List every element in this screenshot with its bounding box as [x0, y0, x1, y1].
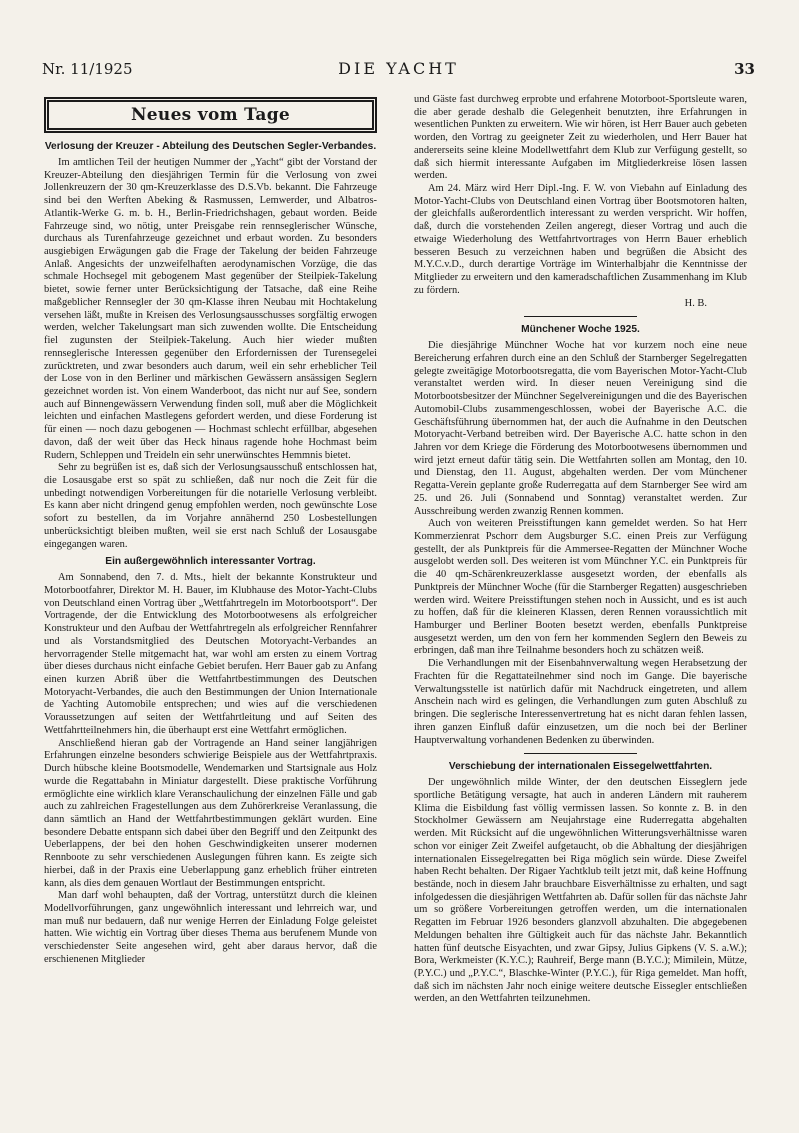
article-heading-verlosung: Verlosung der Kreuzer - Abteilung des Deutschen Segler-Verbandes. [44, 141, 377, 152]
article-paragraph: Am 24. März wird Herr Dipl.-Ing. F. W. von Viebahn auf Einladung des Motor-Yacht-Clubs von Deutschland einen Vortrag über Bootsmotoren halten, der gleichfalls außerordentlich interessant zu werden verspricht. Wir hoffen, daß, durch die vorstehenden Zeilen angeregt, dieser Vortrag und auch die etwaige Wiederholung des Wettfahrtvortrages von Herrn Bauer erheblich besseren Besuch zu verzeichnen haben und begrüßen die Absicht des M.Y.C.v.D., durch derartige Vorträge im Winterhalbjahr die Kenntnisse der Mitglieder zu erweitern und den kameradschaftlichen Zusammenhang im Klub zu fördern. [414, 183, 747, 296]
article-heading-eissegel: Verschiebung der internationalen Eissegelwettfahrten. [448, 761, 713, 773]
page-header [42, 60, 755, 80]
article-paragraph: Anschließend hieran gab der Vortragende an Hand seiner langjährigen Erfahrungen einzelne besonders schwierige Beispiele aus der Wettfahrtpraxis. Durch hübsche kleine Bootsmodelle, Wendemarken und Startsignale aus Holz wurde die Regattabahn in Miniatur dargestellt. Diese praktische Vorführung ermöglichte eine wirklich klare Veranschaulichung der einzelnen Fälle und gab auch zu zahlreichen Fragestellungen aus dem Zuhörerkreise Veranlassung, die dann sämtlich an Hand der Wettfahrtbestimmungen geklärt wurden. Eine besondere Debatte entspann sich dabei über den Begriff und den Zeitpunkt des Ueberlappens, der bei den hohen Geschwindigkeiten unserer modernen Rennboote zu sehr verschiedenen Auslegungen führen kann. Es zeigte sich hierbei, daß in der Praxis eine Ueberlappung ganz erheblich früher eintreten kann, als dies dem genauen Wortlaut der Bestimmungen entspricht. [44, 737, 377, 889]
article-paragraph: Man darf wohl behaupten, daß der Vortrag, unterstützt durch die kleinen Modellvorführungen, ganz ungewöhnlich interessant und lehrreich war, und man muß nur bedauern, daß nur wenige Herren der Einladung Folge geleistet hatten. Wie wichtig ein Vortrag über dieses Thema aus berufenem Munde von verschiedenster Seite angesehen wird, geht aber daraus hervor, daß die erschienenen Mitglieder [44, 890, 377, 965]
article-paragraph: Sehr zu begrüßen ist es, daß sich der Verlosungsausschuß entschlossen hat, die Losausgabe erst so spät zu schließen, daß nur noch die Zeit für die unbedingt notwendigen Vorbereitungen für die notarielle Verlosung verbleibt. Es kann aber nicht dringend genug empfohlen werden, noch gewünschte Lose sofort zu bestellen, da im Vorjahre annähernd 250 Losbestellungen unberücksichtigt bleiben mußten, weil sie erst nach Schluß der Losausgabe eingegangen waren. [44, 462, 377, 550]
article-paragraph: Der ungewöhnlich milde Winter, der den deutschen Eisseglern jede sportliche Betätigung versagte, hat auch in anderen Ländern mit rauherem Klima die Eisbildung fast völlig vermissen lassen. So konnte z. B. in den Stockholmer Gewässern am Neujahrstage eine Ruderregatta abgehalten werden. Mit Rücksicht auf die ungewöhnlichen Witterungsverhältnisse waren schon vor einiger Zeit Zweifel aufgetaucht, ob die Abhaltung der diesjährigen internationalen Eissegelregatten bei Riga möglich sein würde. Diese Zweifel haben Recht behalten. Der Rigaer Yachtklub teilt jetzt mit, daß keine Hoffnung bestände, noch in diesem Jahr brauchbare Eisverhältnisse zu erhalten, und sagt infolgedessen die diesjährigen Wettfahrten ab. Dafür sollen für das nächste Jahr um so größere Vorbereitungen getroffen werden, um die internationalen Regatten im Februar 1926 besonders glanzvoll abzuhalten. Die abgegebenen Meldungen behalten ihre Gültigkeit auch für das nächste Jahr. Bekanntlich hatten fünf deutsche Eisyachten, und zwar Gipsy, Julius Gipkens (V. S. a.W.); Bora, Werkmeister (K.Y.C.); Rauhreif, Berge mann (B.Y.C.); Mimilein, Mütze, (P.Y.C.) und „P.Y.C.“, Blaschke-Winter (P.Y.C.), für Riga gemeldet. Man hofft, daß sich im nächsten Jahr noch einige weitere deutsche Eissegler entschließen werden, an den Wettfahrten teilzunehmen. [414, 777, 747, 1005]
magazine-title: DIE YACHT [338, 59, 459, 78]
divider-rule [524, 753, 637, 754]
article-paragraph: Auch von weiteren Preisstiftungen kann gemeldet werden. So hat Herr Kommerzienrat Pschorr dem Augsburger S.C. einen Preis zur Verfügung gestellt, der als Punktpreis für die Ammersee-Regatten der Münchner Woche ausgelobt werden soll. Des weiteren ist vom Münchner Y.C. ein Punktpreis für die 40 qm-Schärenkreuzerklasse ausgesetzt worden, der ebenfalls als Punktpreis der Münchner Woche (für die Starnberger Regatten) ausgeschrieben werden wird. Weitere Preisstiftungen stehen noch in Aussicht, und es ist auch zu hoffen, daß für die kleineren Klassen, deren Rennen voraussichtlich mit Hamburger und Berliner Booten besetzt werden, ebenfalls Punktpreise ausgesetzt werden, um den von fern her kommenden Seglern den Beweis zu erbringen, daß man ihre Teilnahme besonders hoch zu schätzen weiß. [414, 518, 747, 657]
article-heading-muenchener-woche: Münchener Woche 1925. [521, 324, 640, 336]
divider-rule [524, 316, 637, 317]
right-column [414, 94, 747, 1104]
article-paragraph: Die Verhandlungen mit der Eisenbahnverwaltung wegen Herabsetzung der Frachten für die Regattateilnehmer sind noch im Gange. Die bayerische Verwaltungsstelle ist natürlich dafür mit Nachdruck eingetreten, und allem Anschein nach wird es gelingen, die Verhandlungen zum guten Abschluß zu bringen. Die seglerische Interessenvertretung hat es nicht daran fehlen lassen, ihren ganzen Einfluß dafür einzusetzen, um die noch bei der Berliner Hauptverwaltung vorhandenen Bedenken zu überwinden. [414, 658, 747, 746]
article-paragraph: Im amtlichen Teil der heutigen Nummer der „Yacht“ gibt der Vorstand der Kreuzer-Abteilung den diesjährigen Termin für die Verlosung von zwei Jollenkreuzern der 30 qm-Kreuzerklasse des D.S.Vb. bekannt. Die Fahrzeuge sind bei den Werften Abeking & Rasmussen, Lemwerder, und Albatros-Atlantik-Werke G. m. b. H., Berlin-Friedrichshagen, gebaut worden. Beide Fahrzeuge sind, wo nötig, unter Preisgabe rein rennseglerischer Wünsche, durchaus als Turenfahrzeuge gezeichnet und erbaut worden. Zu besonders ausgiebigen Erwägungen gab die Frage der Takelung der beiden Fahrzeuge Anlaß. Angesichts der unzweifelhaften aerodynamischen Vorzüge, die das schmale Hochsegel mit gebogenem Mast gegenüber der Steilpiek-Takelung bietet, sowie ferner unter Berücksichtigung der Tatsache, daß eine Reihe maßgeblicher Rennsegler der 30 qm-Klasse ihren Neubau mit Hochtakelung versehen läßt, mußte in Kreisen des Verlosungsausschusses sorgfältig erwogen werden, welcher Takelungsart man sich zuwenden wollte. Die Entscheidung fiel zugunsten der Steilpiek-Takelung. Auch hier wieder mußten rennseglerische Interessen gegenüber den Erfordernissen der Turensegelei zurücktreten, und zwar besonders auch darum, weil ein sehr erheblicher Teil der Lose von in den Berliner und märkischen Gewässern ansässigen Seglern gezeichnet worden ist. Von einem Wanderboot, das nicht nur auf See, sondern auch auf Binnengewässern Verwendung finden soll, muß aber die Möglichkeit leichten und einfachen Mastlegens gefordert werden, und diese Forderung ist für einen — noch dazu gebogenen — Hochmast schlecht erfüllbar, abgesehen davon, daß der weit über das Heck hinaus ragende hohe Hochmast beim Rudern, Schleppen und Treideln ein sehr unerwünschtes Hemmnis bietet. [44, 157, 377, 461]
article-paragraph: Am Sonnabend, den 7. d. Mts., hielt der bekannte Konstrukteur und Motorbootfahrer, Direktor M. H. Bauer, im Klubhause des Motor-Yacht-Clubs von Deutschland einen Vortrag über „Wettfahrtregeln im Motorbootsport“. Der Vortragende, der die Entwicklung des Motorbootwesens als erfolgreicher Konstrukteur und den Aufbau der Wettfahrtregeln als erfolgreicher Rennfahrer und als Vorstandsmitglied des Deutschen Motoryacht-Verbandes an hervorragender Stelle mitgemacht hat, war wohl am ersten zu einem Vortrag über dieses durchaus nicht einfache Gebiet berufen. Herr Bauer gab zu Anfang einen kurzen Abriß über die Wettfahrtbestimmungen des Deutschen Motoryacht-Verbandes, die auch den Bestimmungen der Union Internationale de Yachting Automobile entsprechen; und wies auf die verschiedenen Voraussetzungen auf seiten der Wettfahrtleitung und auf Seiten des Wettfahrtteilnehmers hin, die überhaupt erst eine Wettfahrt ermöglichen. [44, 572, 377, 736]
page-number: 33 [734, 60, 755, 78]
article-paragraph: Die diesjährige Münchner Woche hat vor kurzem noch eine neue Bereicherung erfahren durch eine an den Schluß der Starnberger Segelregatten gelegte zweitägige Motorbootsregatta, die vom Bayerischen Motor-Yacht-Club veranstaltet werden wird. In dieser neuen Vereinigung sind die Motorbootsbesitzer der Münchner Segelvereinigungen und die des Bayerischen Automobil-Clubs zusammengeschlossen, wobei der Bayerische A.C. die Geschäftsführung übernommen hat, der auch die Aufnahme in den Deutschen Motoryacht-Verband betreiben wird. Der Bayerische A.C. hatte schon in den Jahren vor dem Kriege die Förderung des Motorbootwesens übernommen und wird jetzt erneut dafür tätig sein. Die Wettfahrten sollen am Montag, den 10. und Dienstag, den 11. August, abgehalten werden. Der vom Münchener Regatta-Verein geplante große Ruderregatta auf dem Starnberger See wird am 25. und 26. Juli (Sonnabend und Sonntag) veranstaltet werden. Zur Ausschreibung werden zwanzig Rennen kommen. [414, 340, 747, 517]
section-title: Neues vom Tage [130, 105, 291, 125]
author-signature: H. B. [684, 297, 707, 309]
issue-number: Nr. 11/1925 [42, 60, 133, 78]
article-heading-vortrag: Ein außergewöhnlich interessanter Vortrag. [105, 556, 316, 568]
left-column [44, 94, 377, 1104]
article-paragraph: und Gäste fast durchweg erprobte und erfahrene Motorboot-Sportsleute waren, die aber gerade deshalb die Gelegenheit benutzten, ihre Erfahrungen in wesentlichen Punkten zu erweitern. Wie wir hören, ist Herr Bauer auch gebeten worden, den Vortrag zu geeigneter Zeit zu wiederholen, und Herr Bauer hat andererseits seine kleine Modellwettfahrt dem Klub zur Verfügung gestellt, so daß sich hiermit interessante Aufgaben im Mitgliederkreise lösen lassen werden. [414, 94, 747, 182]
section-title-box [47, 100, 374, 130]
